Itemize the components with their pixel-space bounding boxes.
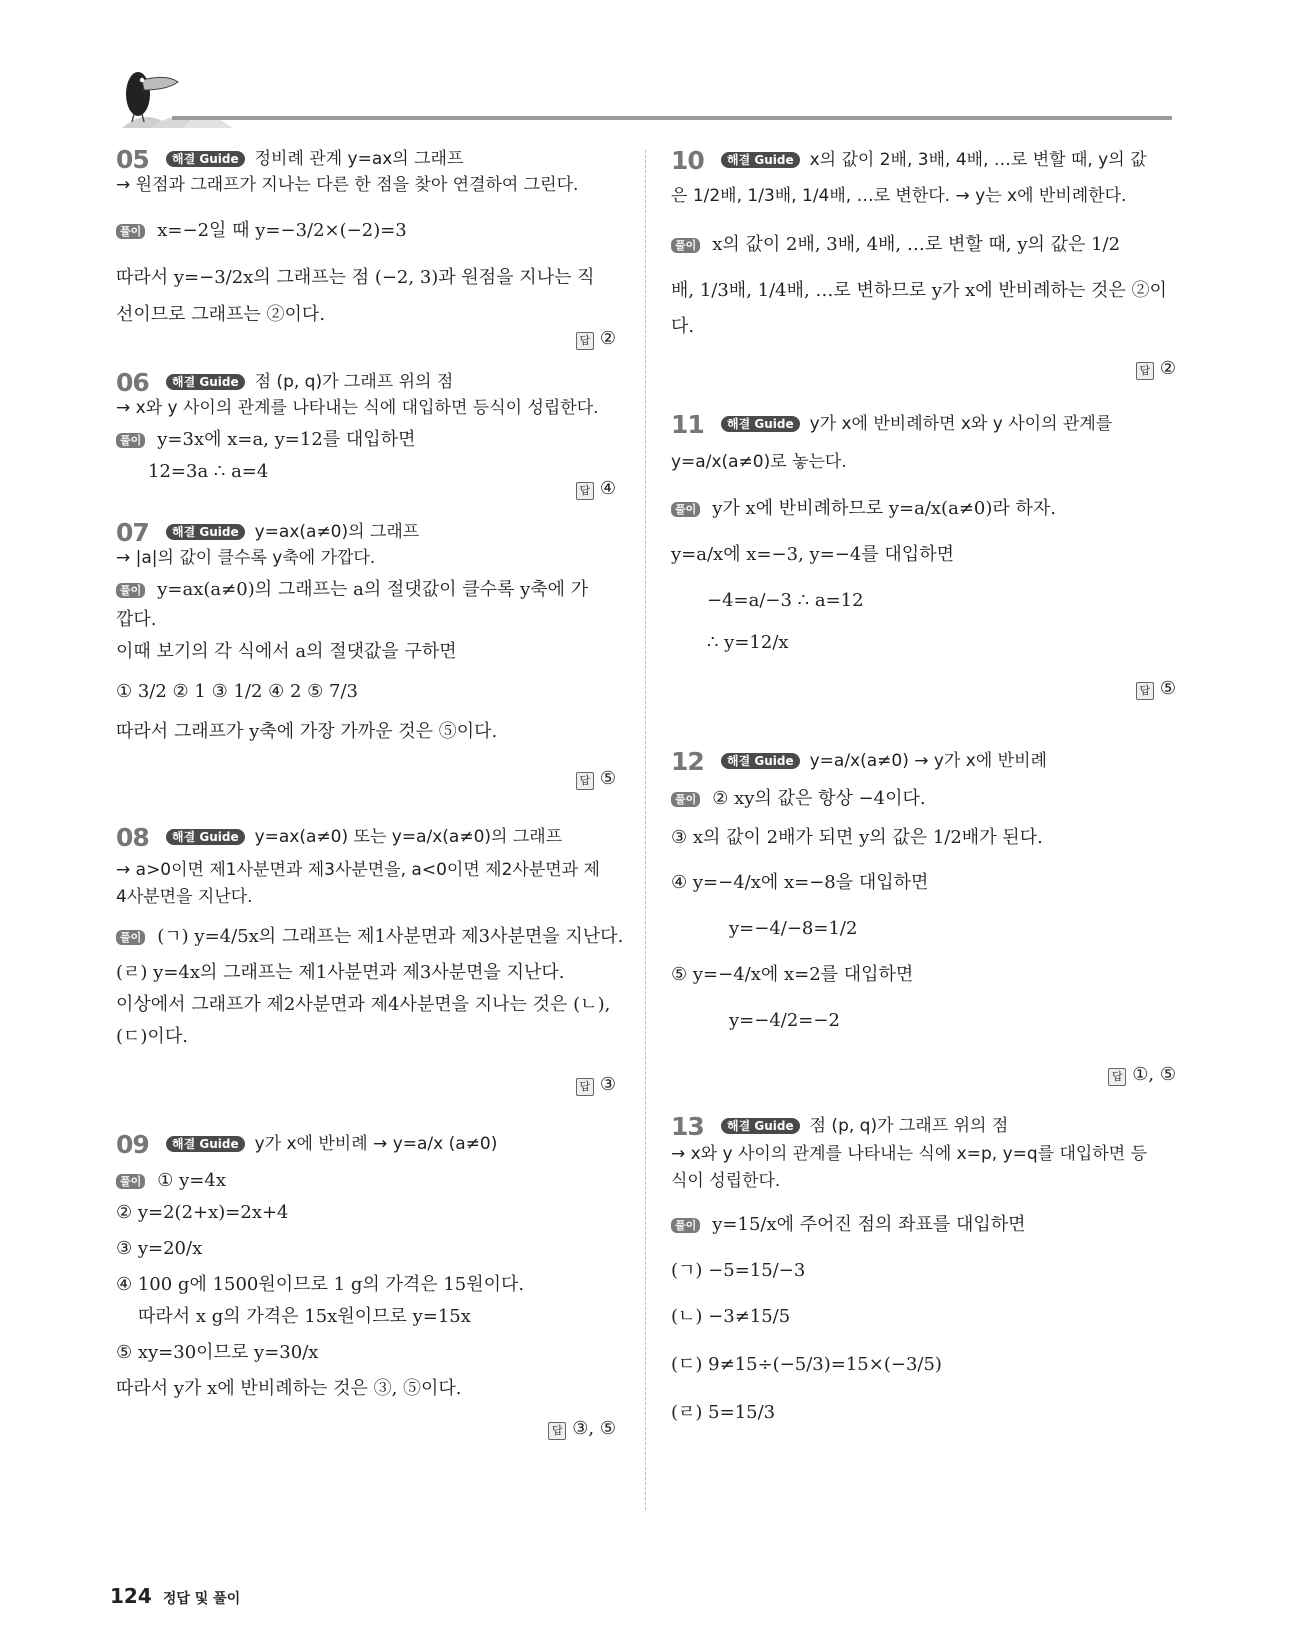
guide-sub: → x와 y 사이의 관계를 나타내는 식에 대입하면 등식이 성립한다. bbox=[116, 398, 599, 418]
problem-number: 11 bbox=[671, 409, 704, 439]
solution-line: 따라서 y=−3/2x의 그래프는 점 (−2, 3)과 원점을 지나는 직 bbox=[116, 267, 595, 288]
guide-text: x의 값이 2배, 3배, 4배, …로 변할 때, y의 값 bbox=[809, 149, 1147, 170]
answer: 답 ② bbox=[576, 330, 616, 350]
guide-text: y=ax(a≠0)의 그래프 bbox=[254, 521, 420, 542]
solution-line: ② xy의 값은 항상 −4이다. bbox=[712, 788, 926, 809]
page-number: 124 bbox=[110, 1584, 152, 1608]
answer: 답 ③, ⑤ bbox=[548, 1420, 616, 1440]
solution-line: 이때 보기의 각 식에서 a의 절댓값을 구하면 bbox=[116, 641, 457, 662]
solution-line: 따라서 y가 x에 반비례하는 것은 ③, ⑤이다. bbox=[116, 1378, 462, 1399]
answer-badge: 답 bbox=[576, 772, 594, 790]
problem-12 bbox=[671, 746, 1176, 1114]
problem-11 bbox=[671, 409, 1176, 746]
header-rule bbox=[172, 116, 1172, 120]
guide-text: 정비례 관계 y=ax의 그래프 bbox=[254, 148, 464, 169]
solution-line: (ㄷ)이다. bbox=[116, 1026, 188, 1047]
solution-line: y=15/x에 주어진 점의 좌표를 대입하면 bbox=[712, 1214, 1026, 1235]
guide-badge: 해결 Guide bbox=[721, 753, 800, 769]
left-column bbox=[116, 144, 624, 1450]
guide-sub: → 원점과 그래프가 지나는 다른 한 점을 찾아 연결하여 그린다. bbox=[116, 175, 579, 195]
guide-badge: 해결 Guide bbox=[721, 1118, 800, 1134]
solution-line: 이상에서 그래프가 제2사분면과 제4사분면을 지나는 것은 (ㄴ), bbox=[116, 994, 611, 1015]
solution-line: y=−4/−8=1/2 bbox=[729, 918, 858, 939]
solution-line: 따라서 x g의 가격은 15x원이므로 y=15x bbox=[138, 1306, 471, 1327]
solution-line: (ㄹ) 5=15/3 bbox=[671, 1402, 776, 1423]
problem-13 bbox=[671, 1111, 1176, 1454]
solution-line: ∴ y=12/x bbox=[707, 632, 789, 653]
solution-line: ⑤ y=−4/x에 x=2를 대입하면 bbox=[671, 964, 914, 985]
solution-line: 배, 1/3배, 1/4배, …로 변하므로 y가 x에 반비례하는 것은 ②이 bbox=[671, 280, 1167, 301]
answer-badge: 답 bbox=[576, 332, 594, 350]
column-divider bbox=[645, 150, 646, 1510]
guide-sub: 식이 성립한다. bbox=[671, 1171, 781, 1191]
solution-line: (ㄷ) 9≠15÷(−5/3)=15×(−3/5) bbox=[671, 1354, 942, 1375]
guide-sub: 4사분면을 지난다. bbox=[116, 887, 253, 907]
problem-10 bbox=[671, 145, 1176, 412]
solution-line: y=ax(a≠0)의 그래프는 a의 절댓값이 클수록 y축에 가 bbox=[157, 579, 589, 600]
guide-sub: 은 1/2배, 1/3배, 1/4배, …로 변한다. → y는 x에 반비례한다. bbox=[671, 185, 1127, 206]
guide-text: 점 (p, q)가 그래프 위의 점 bbox=[254, 371, 454, 392]
guide-sub: → |a|의 값이 클수록 y축에 가깝다. bbox=[116, 548, 376, 568]
guide-badge: 해결 Guide bbox=[166, 151, 245, 167]
answer-badge: 답 bbox=[576, 1078, 594, 1096]
right-column bbox=[671, 145, 1176, 1454]
guide-badge: 해결 Guide bbox=[166, 1136, 245, 1152]
solution-line: 따라서 그래프가 y축에 가장 가까운 것은 ⑤이다. bbox=[116, 721, 498, 742]
guide-sub: → a>0이면 제1사분면과 제3사분면을, a<0이면 제2사분면과 제 bbox=[116, 860, 600, 880]
toucan-icon bbox=[112, 66, 232, 136]
answer: 답 ①, ⑤ bbox=[1108, 1066, 1176, 1086]
solution-line: ③ x의 값이 2배가 되면 y의 값은 1/2배가 된다. bbox=[671, 827, 1043, 848]
solution-badge: 풀이 bbox=[116, 224, 145, 239]
solution-line: ① y=4x bbox=[157, 1170, 226, 1191]
answer: 답 ⑤ bbox=[1136, 680, 1176, 700]
guide-badge: 해결 Guide bbox=[166, 524, 245, 540]
guide-badge: 해결 Guide bbox=[166, 829, 245, 845]
solution-line: ④ y=−4/x에 x=−8을 대입하면 bbox=[671, 872, 929, 893]
solution-line: y=−4/2=−2 bbox=[729, 1010, 840, 1031]
problem-number: 08 bbox=[116, 822, 149, 852]
page-footer bbox=[110, 1584, 240, 1608]
answer-badge: 답 bbox=[1136, 682, 1154, 700]
guide-sub: → x와 y 사이의 관계를 나타내는 식에 x=p, y=q를 대입하면 등 bbox=[671, 1144, 1148, 1164]
solution-line: (ㄱ) y=4/5x의 그래프는 제1사분면과 제3사분면을 지난다. bbox=[157, 926, 624, 947]
solution-badge: 풀이 bbox=[671, 1218, 700, 1233]
problem-number: 10 bbox=[671, 145, 704, 175]
page-header bbox=[112, 66, 1172, 136]
answer-badge: 답 bbox=[576, 482, 594, 500]
answer: 답 ⑤ bbox=[576, 770, 616, 790]
solution-line: ③ y=20/x bbox=[116, 1238, 203, 1259]
solution-badge: 풀이 bbox=[116, 583, 145, 598]
solution-badge: 풀이 bbox=[116, 930, 145, 945]
answer: 답 ④ bbox=[576, 480, 616, 500]
guide-text: y가 x에 반비례하면 x와 y 사이의 관계를 bbox=[809, 413, 1113, 434]
solution-line: −4=a/−3 ∴ a=12 bbox=[707, 590, 864, 611]
solution-line: y=3x에 x=a, y=12를 대입하면 bbox=[157, 429, 416, 450]
problem-06 bbox=[116, 367, 616, 520]
solution-badge: 풀이 bbox=[671, 502, 700, 517]
problem-number: 07 bbox=[116, 517, 149, 547]
solution-line: ② y=2(2+x)=2x+4 bbox=[116, 1202, 289, 1223]
solution-badge: 풀이 bbox=[116, 1174, 145, 1189]
problem-08 bbox=[116, 822, 624, 1130]
guide-text: y가 x에 반비례 → y=a/x (a≠0) bbox=[254, 1133, 498, 1154]
page-title: 정답 및 풀이 bbox=[162, 1591, 241, 1607]
answer: 답 ③ bbox=[576, 1076, 616, 1096]
problem-07 bbox=[116, 517, 616, 822]
problem-number: 12 bbox=[671, 746, 704, 776]
guide-badge: 해결 Guide bbox=[166, 374, 245, 390]
answer-badge: 답 bbox=[1136, 362, 1154, 380]
solution-line: (ㄴ) −3≠15/5 bbox=[671, 1306, 791, 1327]
solution-line: 다. bbox=[671, 316, 695, 337]
solution-line: 깝다. bbox=[116, 609, 157, 630]
solution-line: (ㄹ) y=4x의 그래프는 제1사분면과 제3사분면을 지난다. bbox=[116, 962, 565, 983]
guide-sub: y=a/x(a≠0)로 놓는다. bbox=[671, 451, 847, 472]
guide-badge: 해결 Guide bbox=[721, 416, 800, 432]
solution-line: x의 값이 2배, 3배, 4배, …로 변할 때, y의 값은 1/2 bbox=[712, 234, 1121, 255]
guide-text: 점 (p, q)가 그래프 위의 점 bbox=[809, 1115, 1009, 1136]
answer: 답 ② bbox=[1136, 360, 1176, 380]
solution-badge: 풀이 bbox=[671, 238, 700, 253]
solution-line: x=−2일 때 y=−3/2×(−2)=3 bbox=[157, 220, 407, 241]
answer-badge: 답 bbox=[548, 1422, 566, 1440]
problem-09 bbox=[116, 1130, 616, 1450]
problem-number: 05 bbox=[116, 144, 149, 174]
solution-line: ④ 100 g에 1500원이므로 1 g의 가격은 15원이다. bbox=[116, 1274, 525, 1295]
solution-badge: 풀이 bbox=[671, 792, 700, 807]
solution-line: y가 x에 반비례하므로 y=a/x(a≠0)라 하자. bbox=[712, 498, 1056, 519]
problem-number: 13 bbox=[671, 1111, 704, 1141]
problem-number: 09 bbox=[116, 1129, 149, 1159]
solution-line: 선이므로 그래프는 ②이다. bbox=[116, 304, 326, 325]
guide-text: y=ax(a≠0) 또는 y=a/x(a≠0)의 그래프 bbox=[254, 826, 563, 847]
solution-line: 12=3a ∴ a=4 bbox=[148, 461, 269, 482]
solution-line: y=a/x에 x=−3, y=−4를 대입하면 bbox=[671, 544, 954, 565]
answer-badge: 답 bbox=[1108, 1068, 1126, 1086]
guide-badge: 해결 Guide bbox=[721, 152, 800, 168]
guide-text: y=a/x(a≠0) → y가 x에 반비례 bbox=[809, 750, 1047, 771]
solution-line: (ㄱ) −5=15/−3 bbox=[671, 1260, 806, 1281]
solution-line: ① 3/2 ② 1 ③ 1/2 ④ 2 ⑤ 7/3 bbox=[116, 681, 358, 702]
problem-number: 06 bbox=[116, 367, 149, 397]
problem-05 bbox=[116, 144, 616, 370]
solution-badge: 풀이 bbox=[116, 433, 145, 448]
solution-line: ⑤ xy=30이므로 y=30/x bbox=[116, 1342, 319, 1363]
